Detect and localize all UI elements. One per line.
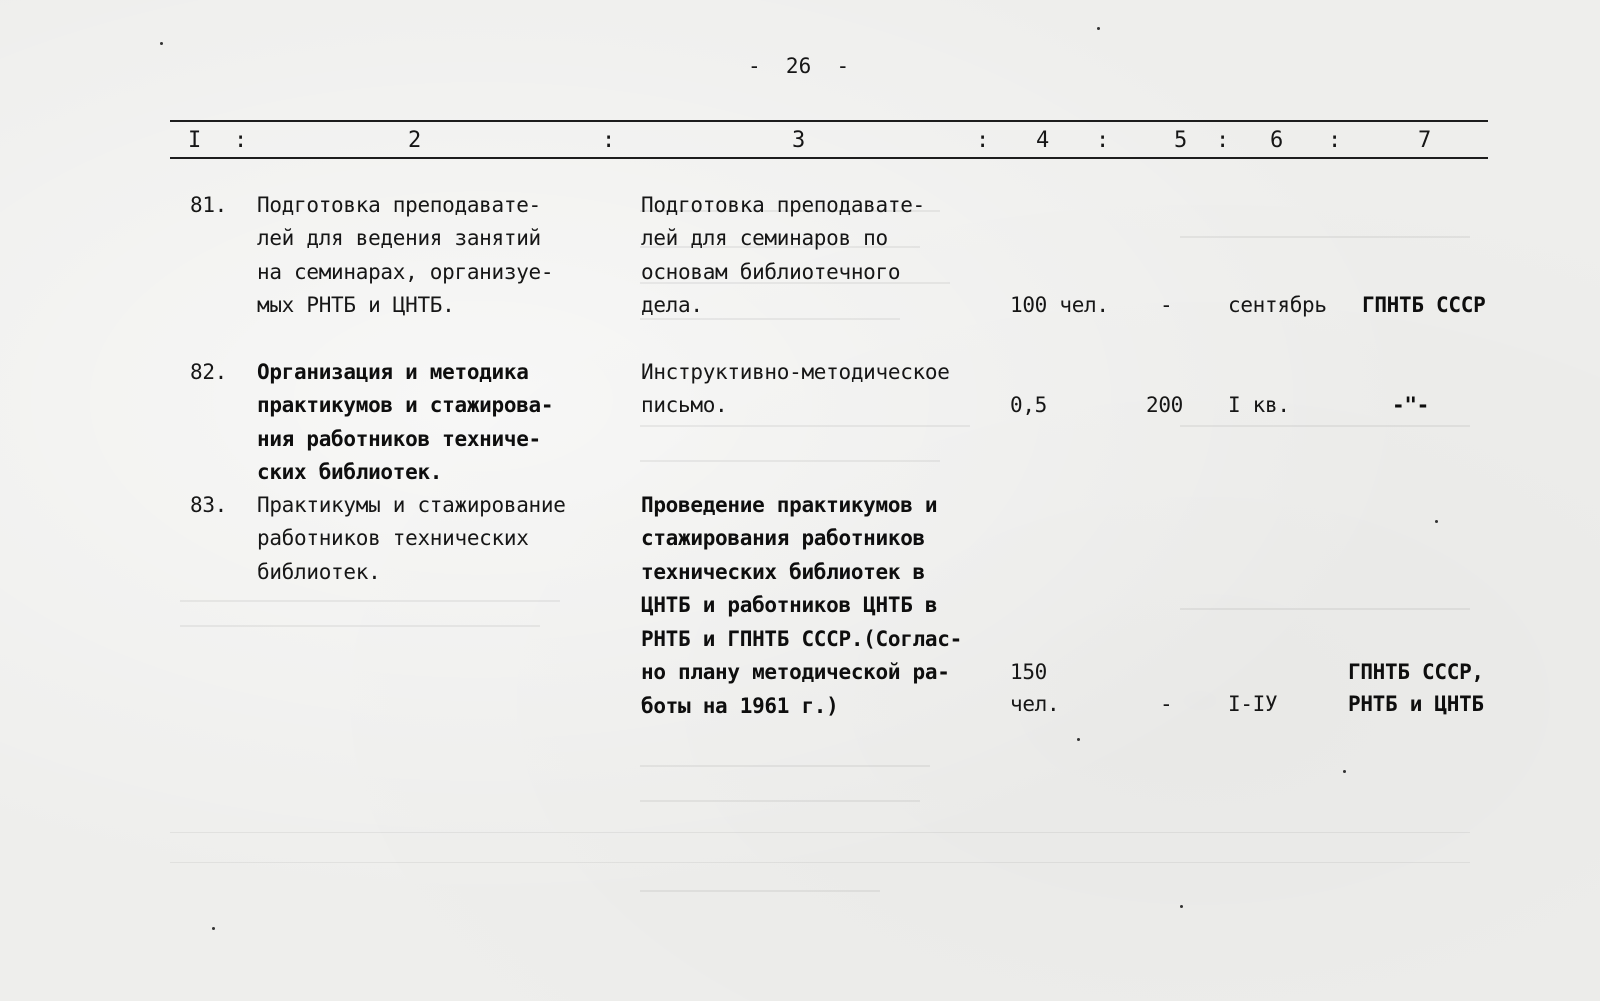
row-81-topic-line: мых РНТБ и ЦНТБ. [257, 293, 455, 317]
row-82-volume: 0,5 [1010, 393, 1048, 417]
row-83-form-line: РНТБ и ГПНТБ СССР.(Соглас- [641, 627, 962, 651]
table-header-rule [170, 157, 1488, 159]
row-82-form-line: Инструктивно-методическое [641, 360, 950, 384]
row-83-topic-line: Практикумы и стажирование [257, 493, 566, 517]
header-col-7: 7 [1418, 128, 1432, 153]
row-83-form-line: стажирования работников [641, 526, 925, 550]
header-separator: : [1216, 128, 1230, 153]
row-83-form-line: Проведение практикумов и [641, 493, 938, 517]
row-83-form-line: технических библиотек в [641, 560, 925, 584]
paper-speck [1180, 905, 1183, 908]
row-81-executor: ГПНТБ СССР [1362, 293, 1486, 317]
row-81-topic-line: Подготовка преподавате- [257, 193, 541, 217]
row-83-form-line: боты на 1961 г.) [641, 694, 839, 718]
row-82-number: 82. [190, 360, 228, 384]
header-separator: : [976, 128, 990, 153]
row-82-topic-line: ских библиотек. [257, 460, 443, 484]
row-82-count: 200 [1146, 393, 1184, 417]
header-separator: : [602, 128, 616, 153]
row-81-form-line: основам библиотечного [641, 260, 901, 284]
header-col-6: 6 [1270, 128, 1284, 153]
row-83-number: 83. [190, 493, 228, 517]
row-82-executor: -"- [1392, 393, 1430, 417]
row-83-form-line: но плану методической ра- [641, 660, 950, 684]
row-83-executor-line: ГПНТБ СССР, [1348, 660, 1484, 684]
row-81-topic-line: лей для ведения занятий [257, 226, 541, 250]
row-83-term: I-IУ [1228, 692, 1278, 716]
header-separator: : [1096, 128, 1110, 153]
row-81-term: сентябрь [1228, 293, 1327, 317]
header-separator: : [234, 128, 248, 153]
page-number: - 26 - [748, 54, 850, 78]
header-col-2: 2 [408, 128, 422, 153]
paper-speck [1077, 738, 1080, 741]
row-81-form-line: Подготовка преподавате- [641, 193, 925, 217]
row-82-topic-line: практикумов и стажирова- [257, 393, 554, 417]
row-81-form-line: лей для семинаров по [641, 226, 888, 250]
row-82-term: I кв. [1228, 393, 1290, 417]
row-83-topic-line: работников технических [257, 526, 529, 550]
paper-speck [1435, 520, 1438, 523]
row-83-volume-line: чел. [1010, 692, 1060, 716]
paper-speck [160, 42, 163, 45]
row-83-count: - [1160, 692, 1173, 716]
row-83-executor-line: РНТБ и ЦНТБ [1348, 692, 1484, 716]
table-top-rule [170, 120, 1488, 122]
row-81-number: 81. [190, 193, 228, 217]
row-81-form-line: дела. [641, 293, 703, 317]
row-83-volume-line: 150 [1010, 660, 1048, 684]
paper-speck [1097, 27, 1100, 30]
row-82-topic-line: Организация и методика [257, 360, 529, 384]
header-col-1: I [188, 128, 202, 153]
paper-speck [212, 927, 215, 930]
paper-speck [1343, 770, 1346, 773]
header-separator: : [1328, 128, 1342, 153]
row-83-form-line: ЦНТБ и работников ЦНТБ в [641, 593, 938, 617]
header-col-4: 4 [1036, 128, 1050, 153]
row-81-topic-line: на семинарах, организуе- [257, 260, 554, 284]
header-col-3: 3 [792, 128, 806, 153]
row-81-count: - [1160, 293, 1173, 317]
row-81-volume: 100 чел. [1010, 293, 1109, 317]
row-83-topic-line: библиотек. [257, 560, 381, 584]
row-82-form-line: письмо. [641, 393, 728, 417]
row-82-topic-line: ния работников техниче- [257, 427, 541, 451]
header-col-5: 5 [1174, 128, 1188, 153]
